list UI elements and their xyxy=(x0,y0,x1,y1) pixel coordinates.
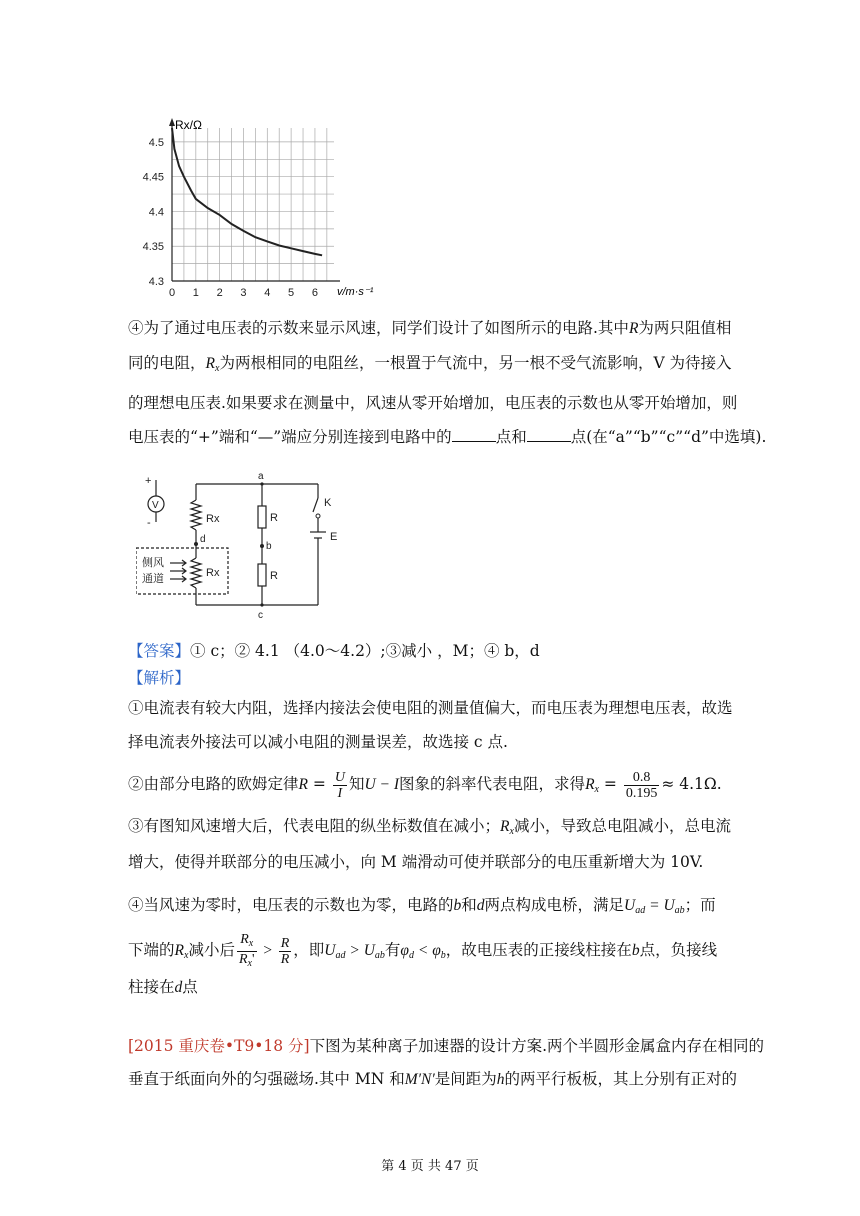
analysis-p3-line2: 增大，使得并联部分的电压减小，向 M 端滑动可使并联部分的电压重新增大为 10V. xyxy=(128,853,704,871)
circuit-rx-top: Rx xyxy=(206,513,220,525)
question4-line1: ④为了通过电压表的示数来显示风速，同学们设计了如图所示的电路.其中R为两只阻值相 xyxy=(128,319,732,337)
analysis-p4-line2: 下端的$R_x$减小后 $\frac{R_x}{R_x'}$ > $\frac{R}{R}$ ，即$U_{ad} > U_{ab}$有$\varphi_d < \varphi_b$，故电压表的正接线柱接在b点，负接线 xyxy=(128,931,718,969)
x-tick-label: 3 xyxy=(240,287,247,299)
page-footer: 第 4 页 共 47 页 xyxy=(381,1159,479,1174)
analysis-p2: ②由部分电路的欧姆定律R = $\frac{U}{I}$ 知U − I图象的斜率代表电阻，求得$R_x$ = $\frac{0.8}{0.195}$ ≈ 4.1Ω. xyxy=(128,769,722,801)
circuit-d: d xyxy=(200,534,206,545)
analysis-p4-line1: ④当风速为零时，电压表的示数也为零，电路的b和d两点构成电桥，满足$U_{ad} = U_{ab}$；而 xyxy=(128,896,716,916)
answer-line xyxy=(128,640,540,662)
y-tick-label: 4.5 xyxy=(148,136,164,149)
y-tick-label: 4.3 xyxy=(148,276,164,288)
circuit-r1: R xyxy=(270,512,278,524)
answer-label: 【答案】 xyxy=(128,642,191,660)
analysis-p4-line3: 柱接在d点 xyxy=(128,978,198,996)
x-tick-label: 6 xyxy=(311,287,319,299)
circuit-r2: R xyxy=(270,570,278,582)
circuit-minus: - xyxy=(147,517,151,529)
analysis-p3-line1: ③有图知风速增大后，代表电阻的纵坐标数值在减小；$R_x$减小，导致总电阻减小，总电流 xyxy=(128,817,731,837)
next-question-line1: [2015 重庆卷•T9•18 分]下图为某种离子加速器的设计方案.两个半圆形金属盒内存在相同的 xyxy=(128,1037,765,1055)
chart-y-axis-label: Rx/Ω xyxy=(175,118,202,132)
x-tick-label: 4 xyxy=(264,287,271,299)
circuit-duct-2: 通道 xyxy=(142,573,164,585)
circuit-b: b xyxy=(266,541,272,552)
analysis-p1-line1: ①电流表有较大内阻，选择内接法会使电阻的测量值偏大，而电压表为理想电压表，故选 xyxy=(128,699,733,717)
circuit-a: a xyxy=(258,471,264,482)
circuit-plus: + xyxy=(145,475,152,487)
question4-line3: 的理想电压表.如果要求在测量中，风速从零开始增加，电压表的示数也从零开始增加，则 xyxy=(128,394,738,412)
analysis-label: 【解析】 xyxy=(128,669,191,687)
circuit-k: K xyxy=(324,497,332,509)
circuit-voltmeter: V xyxy=(152,500,159,511)
answer-text: ① c；② 4.1 （4.0～4.2）;③减小 ，M；④ b，d xyxy=(190,642,540,660)
x-tick-label: 0 xyxy=(168,287,176,299)
question4-line4: 电压表的“+”端和“—”端应分别连接到电路中的 点和 点(在“a”“b”“c”“d”中选填). xyxy=(128,428,767,446)
answer-blank-1 xyxy=(452,427,496,442)
y-tick-label: 4.45 xyxy=(142,171,164,184)
answer-blank-2 xyxy=(527,427,571,442)
source-tag: [2015 重庆卷•T9•18 分] xyxy=(128,1037,310,1055)
circuit-e: E xyxy=(330,531,338,543)
y-tick-label: 4.35 xyxy=(142,241,164,254)
next-question-line2: 垂直于纸面向外的匀强磁场.其中 MN 和M′N′是间距为h的两平行板板，其上分别有正对的 xyxy=(128,1070,738,1088)
x-tick-label: 1 xyxy=(192,287,199,299)
analysis-p1-line2: 择电流表外接法可以减小电阻的测量误差，故选接 c 点. xyxy=(128,733,508,751)
x-tick-label: 2 xyxy=(216,287,223,299)
question4-line2: 同的电阻，$R_x$为两根相同的电阻丝，一根置于气流中，另一根不受气流影响，V 为待接入 xyxy=(128,354,732,374)
circuit-diagram xyxy=(136,470,356,620)
chart-series-line xyxy=(172,128,322,255)
y-tick-label: 4.4 xyxy=(148,206,164,219)
resistance-velocity-chart xyxy=(128,104,388,304)
circuit-rx-bottom: Rx xyxy=(206,567,220,579)
x-tick-label: 5 xyxy=(288,287,295,299)
circuit-duct-1: 侧风 xyxy=(142,557,164,569)
circuit-c: c xyxy=(258,610,263,620)
chart-x-axis-label: v/m·s⁻¹ xyxy=(337,286,374,298)
